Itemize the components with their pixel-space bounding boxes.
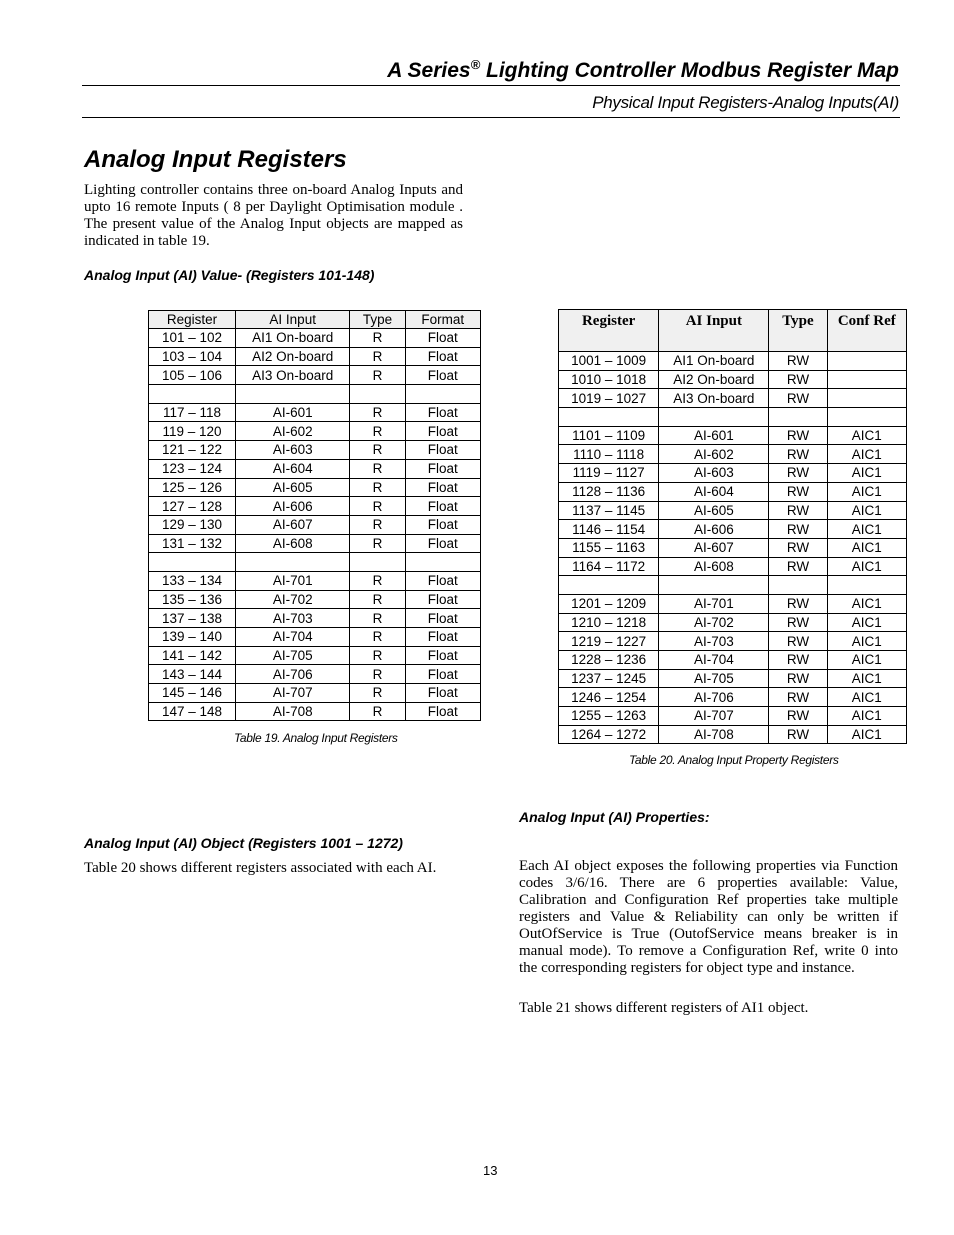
- table-cell: AIC1: [827, 482, 906, 501]
- table-cell: AIC1: [827, 613, 906, 632]
- object-heading: Analog Input (AI) Object (Registers 1001 – 1272): [84, 835, 403, 851]
- table-cell: AIC1: [827, 707, 906, 726]
- table-row: [559, 426, 907, 445]
- table-row: [149, 441, 481, 460]
- table-cell: 133 – 134: [149, 571, 236, 590]
- table-cell: 1128 – 1136: [559, 482, 659, 501]
- table-cell: Float: [405, 534, 481, 553]
- table-cell: 139 – 140: [149, 628, 236, 647]
- table-cell: RW: [769, 725, 827, 744]
- table-cell: RW: [769, 445, 827, 464]
- table-cell: [827, 352, 906, 371]
- table-cell: AI-703: [659, 632, 769, 651]
- table-cell: AI-705: [236, 646, 350, 665]
- table-cell: Float: [405, 403, 481, 422]
- table-row: [559, 352, 907, 371]
- table-cell: AI-601: [236, 403, 350, 422]
- table-row: [559, 408, 907, 427]
- table-cell: 1110 – 1118: [559, 445, 659, 464]
- table-cell: AI-607: [659, 538, 769, 557]
- table-row: [149, 665, 481, 684]
- table-row: [149, 553, 481, 572]
- table-cell: AI-603: [659, 464, 769, 483]
- table-row: [559, 482, 907, 501]
- table-cell: 123 – 124: [149, 459, 236, 478]
- table-cell: [236, 553, 350, 572]
- table-cell: 1237 – 1245: [559, 669, 659, 688]
- table-cell: 1264 – 1272: [559, 725, 659, 744]
- table-cell: [149, 385, 236, 404]
- title-text: A Series: [387, 59, 471, 82]
- table-cell: AI-604: [659, 482, 769, 501]
- table-cell: R: [350, 497, 405, 516]
- table-cell: 145 – 146: [149, 684, 236, 703]
- table-cell: AI-604: [236, 459, 350, 478]
- table-row: [559, 557, 907, 576]
- table-cell: AI-606: [236, 497, 350, 516]
- table-cell: Float: [405, 628, 481, 647]
- table-cell: R: [350, 515, 405, 534]
- table-cell: 141 – 142: [149, 646, 236, 665]
- table-cell: RW: [769, 651, 827, 670]
- table-cell: R: [350, 665, 405, 684]
- table-cell: AI-602: [659, 445, 769, 464]
- table-cell: RW: [769, 426, 827, 445]
- table-cell: AIC1: [827, 594, 906, 613]
- table-cell: AI2 On-board: [236, 347, 350, 366]
- value-heading: Analog Input (AI) Value- (Registers 101-148): [84, 267, 375, 283]
- table-row: [149, 534, 481, 553]
- table-row: [559, 632, 907, 651]
- table-cell: 131 – 132: [149, 534, 236, 553]
- table-cell: AI1 On-board: [659, 352, 769, 371]
- table-cell: 1010 – 1018: [559, 370, 659, 389]
- table-cell: AIC1: [827, 557, 906, 576]
- table-cell: AI-608: [236, 534, 350, 553]
- table-row: [149, 478, 481, 497]
- table-cell: AI1 On-board: [236, 329, 350, 348]
- table-cell: R: [350, 684, 405, 703]
- table-19: [148, 310, 481, 721]
- column-header: Type: [769, 310, 827, 352]
- table-cell: AIC1: [827, 538, 906, 557]
- table-cell: [827, 389, 906, 408]
- table-row: [149, 684, 481, 703]
- table-cell: AI-606: [659, 520, 769, 539]
- table-cell: [350, 553, 405, 572]
- page-number: 13: [483, 1163, 498, 1178]
- table-row: [559, 464, 907, 483]
- table-cell: R: [350, 441, 405, 460]
- table-cell: Float: [405, 590, 481, 609]
- table-cell: R: [350, 646, 405, 665]
- table-row: [559, 389, 907, 408]
- table-cell: R: [350, 329, 405, 348]
- table-cell: R: [350, 478, 405, 497]
- table-cell: RW: [769, 352, 827, 371]
- table-cell: RW: [769, 464, 827, 483]
- table-cell: AIC1: [827, 464, 906, 483]
- column-header: AI Input: [659, 310, 769, 352]
- table-cell: 137 – 138: [149, 609, 236, 628]
- table-cell: AI-708: [236, 702, 350, 721]
- table-row: [559, 613, 907, 632]
- table-cell: 117 – 118: [149, 403, 236, 422]
- table-header-row: [559, 310, 907, 352]
- table-cell: 1146 – 1154: [559, 520, 659, 539]
- table-cell: 121 – 122: [149, 441, 236, 460]
- table-cell: AI-601: [659, 426, 769, 445]
- table-cell: 103 – 104: [149, 347, 236, 366]
- properties-paragraph-2: Table 21 shows different registers of AI1 object.: [519, 1000, 809, 1016]
- table-cell: 1164 – 1172: [559, 557, 659, 576]
- section-title: Analog Input Registers: [84, 146, 347, 173]
- table-cell: AI-701: [659, 594, 769, 613]
- table-row: [559, 370, 907, 389]
- table-cell: 129 – 130: [149, 515, 236, 534]
- table-cell: AIC1: [827, 688, 906, 707]
- table-cell: 1255 – 1263: [559, 707, 659, 726]
- table-row: [149, 646, 481, 665]
- table-cell: AI-707: [236, 684, 350, 703]
- column-header: Register: [149, 311, 236, 329]
- table-cell: RW: [769, 632, 827, 651]
- table-cell: R: [350, 702, 405, 721]
- table-cell: AI-702: [659, 613, 769, 632]
- table-cell: AIC1: [827, 501, 906, 520]
- table-row: [559, 707, 907, 726]
- table-cell: AI-605: [236, 478, 350, 497]
- table-cell: R: [350, 590, 405, 609]
- table-cell: [769, 408, 827, 427]
- table-cell: AI-705: [659, 669, 769, 688]
- table-cell: 1155 – 1163: [559, 538, 659, 557]
- table-cell: R: [350, 366, 405, 385]
- table-cell: AI-607: [236, 515, 350, 534]
- table-cell: AI-602: [236, 422, 350, 441]
- table-cell: 1137 – 1145: [559, 501, 659, 520]
- table-cell: R: [350, 347, 405, 366]
- table-cell: R: [350, 628, 405, 647]
- table-cell: R: [350, 459, 405, 478]
- table-row: [559, 651, 907, 670]
- table-cell: AI-608: [659, 557, 769, 576]
- table-cell: [236, 385, 350, 404]
- table-cell: [405, 553, 481, 572]
- table-row: [559, 725, 907, 744]
- header-rule-top: [82, 85, 900, 86]
- table-cell: 1101 – 1109: [559, 426, 659, 445]
- table-row: [149, 329, 481, 348]
- table-header-row: [149, 311, 481, 329]
- table-cell: AI2 On-board: [659, 370, 769, 389]
- header-rule-bottom: [82, 117, 900, 118]
- table-20-caption: Table 20. Analog Input Property Registers: [629, 753, 839, 767]
- table-body: [559, 352, 907, 744]
- table-cell: R: [350, 403, 405, 422]
- table-cell: AI-704: [236, 628, 350, 647]
- table-cell: AI-704: [659, 651, 769, 670]
- table-cell: RW: [769, 482, 827, 501]
- table-cell: 1219 – 1227: [559, 632, 659, 651]
- table-cell: Float: [405, 497, 481, 516]
- table-cell: Float: [405, 571, 481, 590]
- table-cell: 105 – 106: [149, 366, 236, 385]
- table-cell: RW: [769, 538, 827, 557]
- table-cell: AI-706: [659, 688, 769, 707]
- column-header: AI Input: [236, 311, 350, 329]
- table-cell: Float: [405, 347, 481, 366]
- table-cell: AIC1: [827, 669, 906, 688]
- table-cell: 135 – 136: [149, 590, 236, 609]
- table-cell: R: [350, 571, 405, 590]
- table-cell: Float: [405, 646, 481, 665]
- table-row: [559, 576, 907, 595]
- table-cell: 1210 – 1218: [559, 613, 659, 632]
- table-row: [149, 609, 481, 628]
- table-row: [559, 445, 907, 464]
- table-row: [149, 366, 481, 385]
- table-cell: RW: [769, 389, 827, 408]
- table-cell: [827, 576, 906, 595]
- table-row: [149, 459, 481, 478]
- table-row: [559, 594, 907, 613]
- table-cell: AI3 On-board: [659, 389, 769, 408]
- table-cell: [827, 370, 906, 389]
- table-body: [149, 329, 481, 721]
- table-cell: [827, 408, 906, 427]
- table-cell: Float: [405, 329, 481, 348]
- table-cell: AI-707: [659, 707, 769, 726]
- table-cell: AI-701: [236, 571, 350, 590]
- table-cell: AI-605: [659, 501, 769, 520]
- table-row: [559, 520, 907, 539]
- table-cell: AIC1: [827, 725, 906, 744]
- table-cell: Float: [405, 366, 481, 385]
- table-cell: [405, 385, 481, 404]
- column-header: Conf Ref: [827, 310, 906, 352]
- column-header: Register: [559, 310, 659, 352]
- table-row: [149, 702, 481, 721]
- table-cell: AIC1: [827, 426, 906, 445]
- table-row: [149, 347, 481, 366]
- table-cell: 119 – 120: [149, 422, 236, 441]
- table-row: [149, 571, 481, 590]
- table-cell: Float: [405, 478, 481, 497]
- table-cell: R: [350, 609, 405, 628]
- table-cell: 1019 – 1027: [559, 389, 659, 408]
- table-row: [559, 669, 907, 688]
- table-row: [149, 422, 481, 441]
- title-text-rest: Lighting Controller Modbus Register Map: [480, 59, 899, 82]
- table-cell: [559, 408, 659, 427]
- table-cell: RW: [769, 688, 827, 707]
- table-cell: R: [350, 534, 405, 553]
- table-cell: [149, 553, 236, 572]
- table-cell: 143 – 144: [149, 665, 236, 684]
- table-cell: RW: [769, 669, 827, 688]
- table-cell: RW: [769, 594, 827, 613]
- table-cell: AIC1: [827, 520, 906, 539]
- table-row: [559, 688, 907, 707]
- table-cell: 1201 – 1209: [559, 594, 659, 613]
- table-cell: AI-703: [236, 609, 350, 628]
- registered-mark: ®: [470, 57, 481, 72]
- table-cell: Float: [405, 515, 481, 534]
- column-header: Type: [350, 311, 405, 329]
- table-cell: AI-702: [236, 590, 350, 609]
- table-cell: AIC1: [827, 445, 906, 464]
- table-row: [149, 403, 481, 422]
- table-row: [149, 385, 481, 404]
- table-cell: RW: [769, 370, 827, 389]
- table-cell: AI-708: [659, 725, 769, 744]
- table-cell: [350, 385, 405, 404]
- table-cell: 1001 – 1009: [559, 352, 659, 371]
- table-row: [149, 515, 481, 534]
- table-cell: Float: [405, 609, 481, 628]
- table-cell: AI-706: [236, 665, 350, 684]
- intro-paragraph: Lighting controller contains three on-board Analog Inputs and upto 16 remote Inputs ( 8 per Daylight Optimisation module . The present value of the Analog Input objects are mapped as indicated in table 19.: [84, 182, 463, 249]
- table-cell: [559, 576, 659, 595]
- table-cell: Float: [405, 702, 481, 721]
- table-cell: [659, 408, 769, 427]
- document-subtitle: Physical Input Registers-Analog Inputs(AI): [592, 93, 899, 112]
- properties-paragraph: Each AI object exposes the following properties via Function codes 3/6/16. There are 6 properties available: Value, Calibration and Configuration Ref properties take multiple registers and Value & Reliability can only be written if OutOfService is True (OutofService means breaker is in manual mode). To remove a Configuration Ref, write 0 into the corresponding registers for object type and instance.: [519, 858, 898, 976]
- table-cell: Float: [405, 441, 481, 460]
- table-cell: RW: [769, 707, 827, 726]
- table-row: [149, 590, 481, 609]
- table-cell: 127 – 128: [149, 497, 236, 516]
- table-cell: RW: [769, 613, 827, 632]
- table-row: [559, 501, 907, 520]
- table-cell: [769, 576, 827, 595]
- table-20: [558, 309, 907, 744]
- table-19-caption: Table 19. Analog Input Registers: [234, 731, 398, 745]
- table-row: [559, 538, 907, 557]
- table-row: [149, 628, 481, 647]
- table-cell: 101 – 102: [149, 329, 236, 348]
- table-cell: 1119 – 1127: [559, 464, 659, 483]
- properties-heading: Analog Input (AI) Properties:: [519, 809, 710, 825]
- table-cell: AIC1: [827, 651, 906, 670]
- column-header: Format: [405, 311, 481, 329]
- table-cell: 147 – 148: [149, 702, 236, 721]
- table-cell: Float: [405, 459, 481, 478]
- table-cell: RW: [769, 520, 827, 539]
- table-cell: RW: [769, 557, 827, 576]
- table-cell: 1228 – 1236: [559, 651, 659, 670]
- table-cell: 1246 – 1254: [559, 688, 659, 707]
- table-cell: Float: [405, 422, 481, 441]
- document-title: [387, 57, 899, 83]
- table-cell: AI3 On-board: [236, 366, 350, 385]
- table-cell: 125 – 126: [149, 478, 236, 497]
- table-cell: AIC1: [827, 632, 906, 651]
- table-cell: [659, 576, 769, 595]
- table-row: [149, 497, 481, 516]
- table-cell: R: [350, 422, 405, 441]
- object-paragraph: Table 20 shows different registers associated with each AI.: [84, 860, 437, 876]
- table-cell: Float: [405, 684, 481, 703]
- table-cell: AI-603: [236, 441, 350, 460]
- table-cell: RW: [769, 501, 827, 520]
- table-cell: Float: [405, 665, 481, 684]
